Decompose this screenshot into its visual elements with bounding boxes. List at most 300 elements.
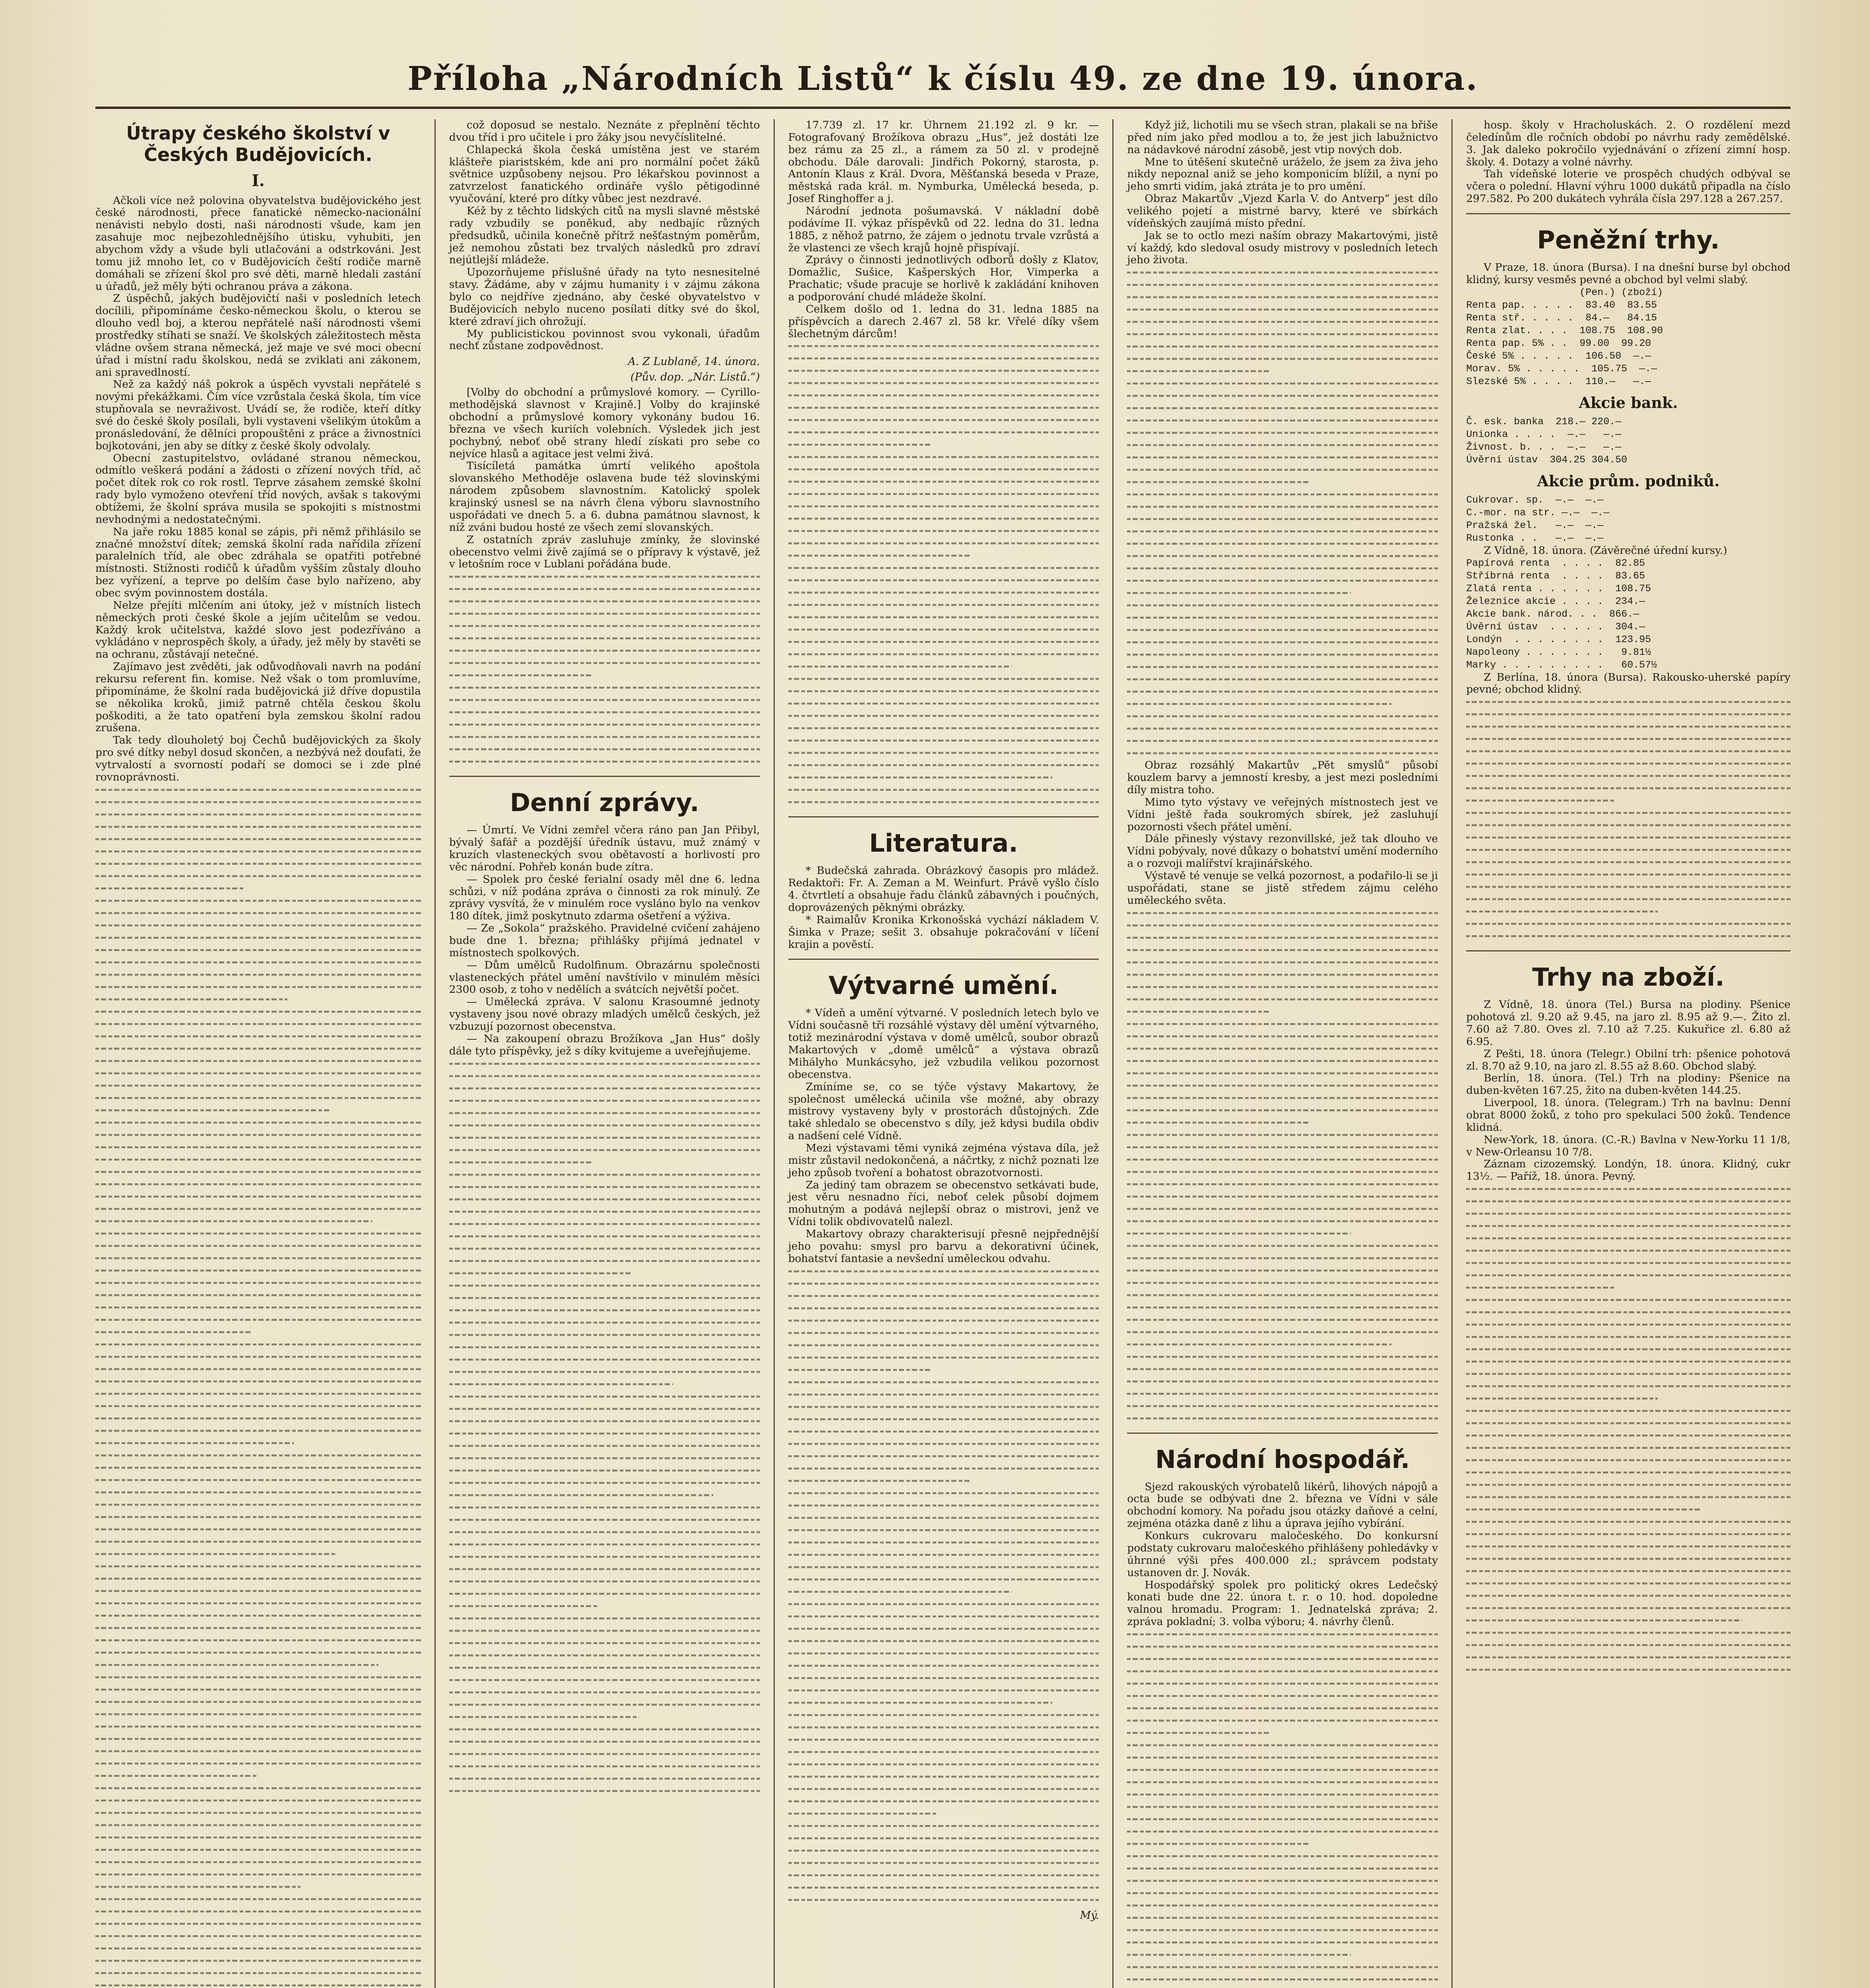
text-line [1127, 488, 1438, 501]
supplement-masthead: Příloha „Národních Listů“ k číslu 49. ze dne 19. února. [95, 60, 1790, 109]
vienna-rates-table: Papírová renta . . . . 82.85 Stříbrná renta . . . . 83.65 Zlatá renta . . . . . . 108.75 Železnice akcie . . . . 234.— Akcie bank. národ. . . 866.— Úvěrní ústav . . . . . 304.— Londýn . . . . . . . . 123.95 Napoleony . . . . . . . 9.81½ Marky . . . . . . . . . 60.57½ [1466, 557, 1657, 671]
text-line [95, 1153, 421, 1166]
text-line [449, 583, 760, 595]
text-line [449, 632, 760, 645]
text-line [1127, 1640, 1438, 1653]
text-line [1466, 733, 1790, 745]
text-line [449, 1107, 760, 1119]
text-line [1127, 1899, 1438, 1912]
text-line [1127, 1924, 1438, 1936]
text-line [95, 1536, 421, 1548]
text-line [449, 1329, 760, 1341]
text-line [449, 1575, 760, 1588]
text-line [788, 1265, 1099, 1277]
text-line [95, 1511, 421, 1523]
text-line [449, 608, 760, 620]
text-line [1466, 1651, 1790, 1664]
text-line [788, 734, 1099, 747]
text-line [788, 402, 1099, 414]
text-line [1127, 538, 1438, 550]
text-line [95, 1782, 421, 1794]
text-line [1466, 1195, 1790, 1208]
text-line [1466, 1318, 1790, 1331]
text-line [95, 1092, 421, 1104]
text-line [1466, 905, 1657, 918]
text-line [788, 513, 1099, 525]
prague-rates-table: (Pen.) (zboží) Renta pap. . . . . 83.40 83.55 Renta stř. . . . . 84.— 84.15 Renta zlat. . . . 108.75 108.90 Renta pap. 5% . . 99.00 99.20 České 5% . . . . . 106.50 —.— Morav. 5% . . . . . 105.75 —.— Slezské 5% . . . . 110.— —.— [1466, 286, 1663, 387]
text-line [788, 1376, 1099, 1388]
text-line [1127, 303, 1438, 316]
text-line [1127, 451, 1438, 464]
text-line [788, 1783, 1099, 1795]
text-line [95, 821, 421, 833]
bank-shares-table: Č. esk. banka 218.— 220.— Unionka . . . . —.— —.— Živnost. b. . . —.— —.— Úvěrní ústav 304.25 304.50 [1466, 415, 1628, 466]
text-line [95, 1018, 421, 1030]
text-line [449, 1132, 760, 1144]
text-line [1127, 1714, 1438, 1727]
text-line [1466, 831, 1790, 844]
dateline-note: (Pův. dop. „Nár. Listů.“) [630, 371, 760, 384]
text-line [95, 1597, 421, 1609]
text-line [1127, 1961, 1438, 1973]
text-line [1466, 1503, 1699, 1516]
text-line [95, 1252, 421, 1264]
text-line [1127, 1067, 1438, 1079]
text-line [95, 1055, 421, 1067]
industry-shares-table: Cukrovar. sp. —.— —.— C.-mor. na str. —.— —.— Pražská žel. —.— —.— Rustonka . . —.— —.— [1466, 494, 1610, 544]
text-line [1466, 745, 1790, 757]
text-line [788, 1413, 1099, 1425]
text-line [1466, 1664, 1790, 1676]
text-line [95, 1646, 421, 1659]
paragraph: My publicistickou povinnost svou vykonali, úřadům nechť zůstane zodpovědnost. [449, 327, 760, 352]
text-line [788, 722, 1099, 734]
text-line [1127, 1850, 1438, 1862]
text-line [788, 1832, 1099, 1844]
paragraph: Z Berlína, 18. února (Bursa). Rakousko-uherské papíry pevné; obchod klidný. [1466, 671, 1790, 696]
text-line [788, 1462, 1099, 1475]
paragraph: Za jediný tam obrazem se obecenstvo setkávati bude, jest věru nesnadno říci, neboť celek působí dojmem mohutným a podává nejlepší obraz o mistrovi, jenž ve Vídni tolik obdivovatelů nalezl. [788, 1178, 1099, 1228]
text-line [449, 1760, 760, 1773]
text-line [788, 697, 1099, 710]
text-line [1127, 501, 1438, 513]
text-line [95, 1893, 421, 1905]
column-3 [774, 119, 1113, 1988]
text-line [1127, 1690, 1438, 1702]
article-continuation [788, 119, 1099, 340]
text-line [449, 1699, 760, 1711]
text-line [449, 755, 760, 768]
text-line [95, 1585, 421, 1597]
text-line [1127, 1215, 1438, 1227]
text-line [1466, 1627, 1790, 1639]
text-line [1466, 1528, 1790, 1540]
paragraph: Národní jednota pošumavská. V nákladní době podávíme II. výkaz příspěvků od 22. ledna do 31. ledna 1885, z něhož patrno, že zájem o jednotu trvale vzrůstá a že vlastenci ze všech krajů hojně přispívají. [788, 205, 1099, 254]
text-line [1127, 377, 1438, 390]
text-line [449, 595, 760, 608]
text-line [449, 681, 760, 694]
text-line [449, 1353, 760, 1366]
text-line [95, 1227, 421, 1240]
text-filler [1127, 907, 1438, 1425]
text-filler [1127, 1628, 1438, 1988]
text-line [788, 1623, 1099, 1635]
text-line [1466, 918, 1790, 930]
text-line [788, 1475, 972, 1487]
text-line [95, 1437, 294, 1449]
text-line [1127, 1838, 1310, 1850]
text-line [1466, 1392, 1657, 1405]
paragraph: Tisícíletá památka úmrtí velikého apoštola slovanského Methoděje oslavena bude též slovinskými národem způsobem slavnostním. Katolický spolek krajinský usnesl se na návrh člena výboru slavnostního uspořádati ve dnech 5. a 6. dubna památnou slavnost, k níž zváni budou hosté ze všech zemí slovanských. [449, 460, 760, 534]
text-line [1466, 1429, 1790, 1442]
text-line [1127, 747, 1438, 759]
text-line [1127, 1314, 1438, 1326]
prague-exchange-intro [1466, 262, 1790, 286]
paragraph: Než za každý náš pokrok a úspěch vyvstali nepřátelé s novými překážkami. Čím více vzrůstala česká škola, tím více stupňovala se nevraživost. Uvádí se, že rodiče, kteří dítky své do české školy posílali, byli vystaveni všelikým útokům a pronásledování, že dělníci propouštěni z práce a živnostníci bojkotováni, jen aby se dítky z české školy odvolaly. [95, 378, 421, 452]
text-line [788, 1734, 1099, 1746]
text-line [788, 1499, 1099, 1512]
text-filler [95, 784, 421, 1988]
column-1 [95, 119, 435, 1988]
text-line [1127, 919, 1438, 932]
text-line [788, 1771, 1099, 1783]
text-line [449, 1563, 760, 1575]
text-line [95, 845, 421, 858]
text-line [788, 710, 1099, 722]
text-line [1127, 1776, 1438, 1788]
column-5 [1451, 119, 1790, 1988]
text-line [449, 1649, 760, 1662]
literature-item: * Raimalův Kronika Krkonošská vychází nákladem V. Šimka v Praze; sešit 3. obsahuje pokračování v líčení krajin a pověstí. [788, 913, 1099, 951]
text-line [1127, 710, 1438, 722]
text-line [788, 660, 1012, 673]
text-line [1466, 1466, 1790, 1479]
text-line [788, 1573, 1099, 1586]
article-continuation [449, 119, 760, 352]
text-line [449, 1316, 760, 1329]
text-line [1127, 1825, 1438, 1838]
text-line [95, 1363, 421, 1375]
text-line [788, 1302, 1099, 1314]
text-line [1127, 1338, 1391, 1351]
text-line [95, 1314, 421, 1326]
paragraph: Ačkoli více než polovina obyvatelstva budějovického jest české národnosti, přece fanatické německo-nacionální nenávisti nebylo dosti, naši národnosti všude, kam jen zasahuje moc nejbezohlednějšího útisku, vyhubiti, jen abychom vždy a všude byli utlačováni a odstrkováni. Jest tomu již mnoho let, co v Budějovicích čeští rodiče marně domáhali se zřízení škol pro své děti, marně hledali zastání u úřadů, jež měly býti ochranou práva a zákona. [95, 194, 421, 293]
text-line [1127, 599, 1438, 612]
text-line [95, 1979, 421, 1988]
text-line [1127, 1277, 1438, 1289]
paragraph: 17.739 zl. 17 kr. Úhrnem 21.192 zl. 9 kr. — Fotografovaný Brožíkova obrazu „Hus“, jež dostáti lze bez rámu za 25 zl., a rámem za 50 zl. v prodejně obchodu. Dále darovali: Jindřich Pokorný, starosta, p. Antonín Klaus z Král. Dvora, Měšťanská beseda v Praze, městská rada král. m. Nymburka, Umělecká beseda, p. Josef Ringhoffer a j. [788, 119, 1099, 205]
text-line [449, 1230, 760, 1242]
text-line [95, 870, 421, 882]
text-line [1127, 1190, 1438, 1203]
paragraph: [Volby do obchodní a průmyslové komory. — Cyrillo-methodějská slavnost v Krajině.] Volby do krajinské obchodní a průmyslové komory vykonány budou 16. března ve všech kuriích volebních. Výsledek jich jest pochybný, neboť obě strany hledí získati pro sebe co nejvíce hlasů a agitace jest velmi živá. [449, 386, 760, 460]
text-line [95, 981, 421, 993]
text-line [449, 1255, 760, 1267]
paragraph: Z ostatních zpráv zasluhuje zmínky, že slovinské obecenstvo velmi živě zajímá se o přípravy k výstavě, jež v letošním roce v Lublani pořádána bude. [449, 533, 760, 571]
text-line [1127, 1289, 1438, 1301]
text-line [1466, 868, 1790, 881]
art-continuation [1127, 119, 1438, 266]
text-line [95, 1609, 421, 1622]
text-line [1466, 1442, 1790, 1454]
literature-item: * Budečská zahrada. Obrázkový časopis pro mládež. Redaktoři: Fr. A. Zeman a M. Weinfurt. Právě vyšlo číslo 4. čtvrtletí a obsahuje řadu článků zábavných i poučných, doprovázených pěknými obrázky. [788, 864, 1099, 914]
text-line [95, 1215, 372, 1227]
text-line [95, 1178, 421, 1190]
text-line [788, 1709, 1099, 1721]
text-line [1127, 525, 1438, 538]
text-line [449, 1452, 760, 1464]
paragraph: Zajímavo jest zvěděti, jak odůvodňovali navrh na podání rekursu referent fin. komise. Než však o tom promluvíme, připomínáme, že školní rada budějovická již dříve dopustila se několika kroků, jimiž patrně chtěla českou školu poškoditi, a že tato opatření byla zemskou školní radou zrušena. [95, 660, 421, 734]
text-line [1466, 1454, 1790, 1466]
text-line [95, 1043, 421, 1055]
text-line [449, 1489, 714, 1501]
text-line [95, 1683, 421, 1696]
text-line [95, 784, 421, 796]
text-line [449, 1514, 760, 1526]
text-line [449, 1267, 632, 1279]
text-line [788, 1721, 1099, 1734]
text-line [1466, 807, 1790, 819]
text-line [95, 1560, 421, 1573]
text-line [1466, 1355, 1790, 1368]
article-body [95, 195, 421, 784]
commodity-report: Z Vídně, 18. února (Tel.) Bursa na plodiny. Pšenice pohotová zl. 9.20 až 9.45, na jaro zl. 8.95 až 9.—. Žito zl. 7.60 až 7.80. Oves zl. 7.10 až 7.25. Kukuřice zl. 6.80 až 6.95. [1466, 998, 1790, 1048]
text-line [788, 1524, 1099, 1536]
section-title-narodni-hospodar: Národní hospodář. [1155, 1444, 1410, 1474]
text-line [788, 1894, 1099, 1906]
text-line [449, 1464, 760, 1477]
paragraph: Upozorňujeme příslušné úřady na tyto nesnesitelné stavy. Žádáme, aby v zájmu humanity i v zájmu zákona bylo co nejdříve zjednáno, aby české obyvatelstvo v Budějovicích nebylo nuceno posílati dítky své do škol, které zdraví jich ohrožují. [449, 266, 760, 328]
text-line [95, 1844, 421, 1856]
text-line [95, 1856, 421, 1868]
text-line [788, 1610, 1099, 1623]
text-line [95, 1079, 421, 1092]
commodity-reports [1466, 999, 1790, 1183]
text-line [1466, 1540, 1790, 1553]
text-line [1127, 944, 1438, 956]
text-line [1127, 402, 1438, 414]
text-line [1127, 365, 1270, 377]
text-line [449, 1206, 760, 1218]
text-line [95, 895, 421, 907]
section-title-literatura: Literatura. [869, 829, 1018, 858]
text-line [449, 718, 760, 731]
text-line [788, 747, 1099, 759]
text-line [95, 1622, 421, 1634]
text-line [1127, 624, 1438, 636]
text-line [1466, 1602, 1790, 1614]
text-line [95, 1819, 421, 1831]
text-line [95, 1930, 421, 1942]
text-line [1466, 1294, 1790, 1306]
text-line [1127, 464, 1438, 476]
text-line [95, 919, 421, 932]
text-line [788, 1758, 1099, 1771]
text-line [449, 1723, 760, 1736]
text-line [1127, 1665, 1438, 1677]
paragraph: Dále přinesly výstavy rezonvillské, jež tak dlouho ve Vídni pobývaly, nové důkazy o bohatství umění moderního a o rozvoji malířství krajinářského. [1127, 833, 1438, 870]
text-line [449, 1403, 760, 1415]
text-line [1127, 414, 1438, 427]
paragraph: Zmíníme se, co se týče výstavy Makartovy, že společnost umělecká učinila vše možné, aby obrazy mistrovy vystaveny byly v prostorách důstojných. Zde také shledalo se obecenstvo s díly, jež kdysi budila obdiv a nadšení celé Vídně. [788, 1080, 1099, 1142]
text-line [788, 1561, 1099, 1573]
text-line [1127, 1788, 1438, 1801]
text-line [1127, 1006, 1270, 1018]
text-line [1127, 1043, 1438, 1055]
article-number: I. [252, 171, 265, 190]
subhead-akcie-bank: Akcie bank. [1579, 393, 1678, 412]
text-line [1466, 782, 1790, 794]
text-line [449, 1637, 760, 1649]
text-line [1466, 1183, 1790, 1195]
text-line [1466, 708, 1790, 720]
text-line [95, 944, 421, 956]
text-line [788, 1512, 1099, 1524]
text-line [95, 932, 421, 944]
text-line [1127, 1887, 1438, 1899]
text-line [788, 377, 1099, 389]
text-line [1127, 1702, 1438, 1714]
text-line [449, 645, 760, 657]
text-line [1127, 969, 1438, 981]
art-article [788, 1007, 1099, 1265]
section-divider [449, 776, 760, 777]
text-line [95, 993, 287, 1006]
text-line [1127, 1079, 1438, 1092]
text-line [788, 1647, 1099, 1660]
text-line [449, 1181, 760, 1193]
text-filler [788, 340, 1099, 808]
text-line [788, 537, 1099, 549]
correspondence-body [449, 386, 760, 571]
text-line [449, 620, 760, 632]
paragraph: což doposud se nestalo. Neznáte z přeplnění těchto dvou tříd i pro učitele i pro žáky jsou nevyčíslitelné. [449, 119, 760, 144]
text-line [1127, 1141, 1438, 1153]
text-line [788, 636, 1099, 648]
text-line [1127, 1055, 1438, 1067]
text-line [788, 1746, 1099, 1758]
economy-item: Hospodářský spolek pro politický okres Ledečský konati bude dne 22. února t. r. o 10. hod. dopoledne valnou hromadu. Program: 1. Jednatelská zpráva; 2. zpráva pokladní; 3. volba výboru; 4. návrhy členů. [1127, 1578, 1438, 1628]
vienna-intro [1466, 545, 1790, 557]
text-line [788, 1549, 1099, 1561]
text-line [95, 1523, 421, 1536]
paragraph: Výstavě té venuje se velká pozornost, a podařilo-li se ji uspořádati, stane se jistě středem zájmu celého uměleckého světa. [1127, 870, 1438, 907]
text-filler [449, 1058, 760, 1797]
paragraph: Zprávy o činnosti jednotlivých odborů došly z Klatov, Domažlic, Sušice, Kašperských Hor, Vimperka a Prachatic; všude pracuje se horlivě k zakládání knihoven a podporování chudé mládeže školní. [788, 254, 1099, 303]
section-divider [1127, 1433, 1438, 1434]
text-line [95, 1030, 421, 1043]
text-line [788, 1635, 1099, 1647]
text-line [1127, 1092, 1438, 1104]
paragraph: Z Vídně, 18. února. (Závěrečné úřední kursy.) [1484, 544, 1727, 557]
text-line [95, 1412, 421, 1425]
text-line [95, 1868, 421, 1881]
text-line [1466, 881, 1790, 893]
text-line [1127, 1363, 1438, 1375]
text-line [788, 1598, 1099, 1610]
text-line [788, 1388, 1099, 1401]
text-line [95, 1918, 421, 1930]
text-line [1127, 1030, 1438, 1043]
text-line [1127, 1203, 1438, 1215]
text-line [449, 669, 592, 681]
text-line [1127, 1240, 1438, 1252]
text-line [1466, 1269, 1790, 1281]
column-2 [435, 119, 774, 1988]
text-line [1127, 390, 1438, 402]
text-line [788, 1425, 1099, 1438]
column-4 [1112, 119, 1451, 1988]
text-line [1466, 1343, 1790, 1355]
text-line [1466, 1516, 1790, 1528]
text-line [1466, 1306, 1790, 1318]
text-line [1127, 328, 1438, 340]
text-line [1127, 340, 1438, 353]
text-line [788, 451, 1099, 463]
text-line [449, 1169, 760, 1181]
text-line [449, 1612, 760, 1625]
text-line [1127, 1764, 1438, 1776]
text-line [788, 1869, 1099, 1881]
text-line [95, 956, 421, 969]
text-line [95, 907, 421, 919]
news-item: — Umělecká zpráva. V salonu Krasoumné jednoty vystaveny jsou nové obrazy mladých umělců českých, jež vzbuzují pozornost obecenstva. [449, 996, 760, 1033]
text-line [1127, 1912, 1438, 1924]
text-line [95, 1474, 421, 1486]
text-line [95, 808, 421, 821]
text-line [449, 1279, 760, 1292]
text-line [788, 685, 1099, 697]
text-line [449, 1551, 760, 1563]
news-item: — Ze „Sokola“ pražského. Pravidelné cvičení zahájeno bude dne 1. března; přihlášky přijímá jednatel v místnostech spolkových. [449, 922, 760, 959]
text-line [1127, 1813, 1438, 1825]
text-line [449, 1674, 760, 1686]
text-line [1127, 1412, 1438, 1425]
text-line [449, 1662, 760, 1674]
text-line [1127, 907, 1438, 919]
text-line [95, 833, 421, 845]
paragraph: V Praze, 18. února (Bursa). I na dnešní burse byl obchod klidný, kursy vesměs pevné a obchod byl velmi slabý. [1466, 261, 1790, 286]
text-line [1466, 1281, 1615, 1294]
text-line [95, 1203, 421, 1215]
text-line [1466, 1553, 1790, 1565]
section-divider [1466, 950, 1790, 951]
paragraph: hosp. školy v Hracholuskách. 2. O rozdělení mezd čeledínům dle ročních období po návrhu rady zemědělské. 3. Jak daleko pokročilo vyjednávání o zřízení zimní hosp. školy. 4. Dotazy a volné návrhy. [1466, 119, 1790, 168]
text-line [1127, 1375, 1438, 1388]
text-line [449, 1625, 760, 1637]
text-line [1466, 1417, 1790, 1429]
text-line [788, 1795, 1099, 1807]
text-line [449, 1292, 760, 1304]
article-title: Útrapy českého školství v Českých Budějovicích. [126, 122, 390, 166]
paragraph: Celkem došlo od 1. ledna do 31. ledna 1885 na příspěvcích a darech 2.467 zl. 58 kr. Vřelé díky všem šlechetným dárcům! [788, 303, 1099, 340]
paragraph: Jak se to octlo mezi naším obrazy Makartovými, jistě ví každý, kdo sledoval osudy mistrovy v posledních letech jeho života. [1127, 229, 1438, 266]
section-title-denni-zpravy: Denní zprávy. [510, 788, 699, 817]
text-line [788, 352, 1099, 365]
text-line [788, 365, 1099, 377]
text-line [788, 500, 1099, 513]
section-title-vytvarne-umeni: Výtvarné umění. [828, 971, 1059, 1000]
commodity-report: Záznam cizozemský. Londýn, 18. února. Klidný, cukr 13½. — Paříž, 18. února. Pevný. [1466, 1158, 1790, 1183]
text-line [1127, 1677, 1438, 1690]
text-line [1127, 291, 1438, 303]
text-line [1127, 550, 1438, 562]
economy-item: Sjezd rakouských výrobatelů likérů, lihových nápojů a octa bude se odbývati dne 2. března ve Vídni v sále obchodní komory. Na pořadu jsou otázky daňové a celní, zejména otázka daně z lihu a úprava jejího vybírání. [1127, 1480, 1438, 1530]
text-line [95, 1462, 421, 1474]
text-line [1127, 1018, 1438, 1030]
text-line [449, 1119, 760, 1132]
text-line [1466, 1590, 1790, 1602]
